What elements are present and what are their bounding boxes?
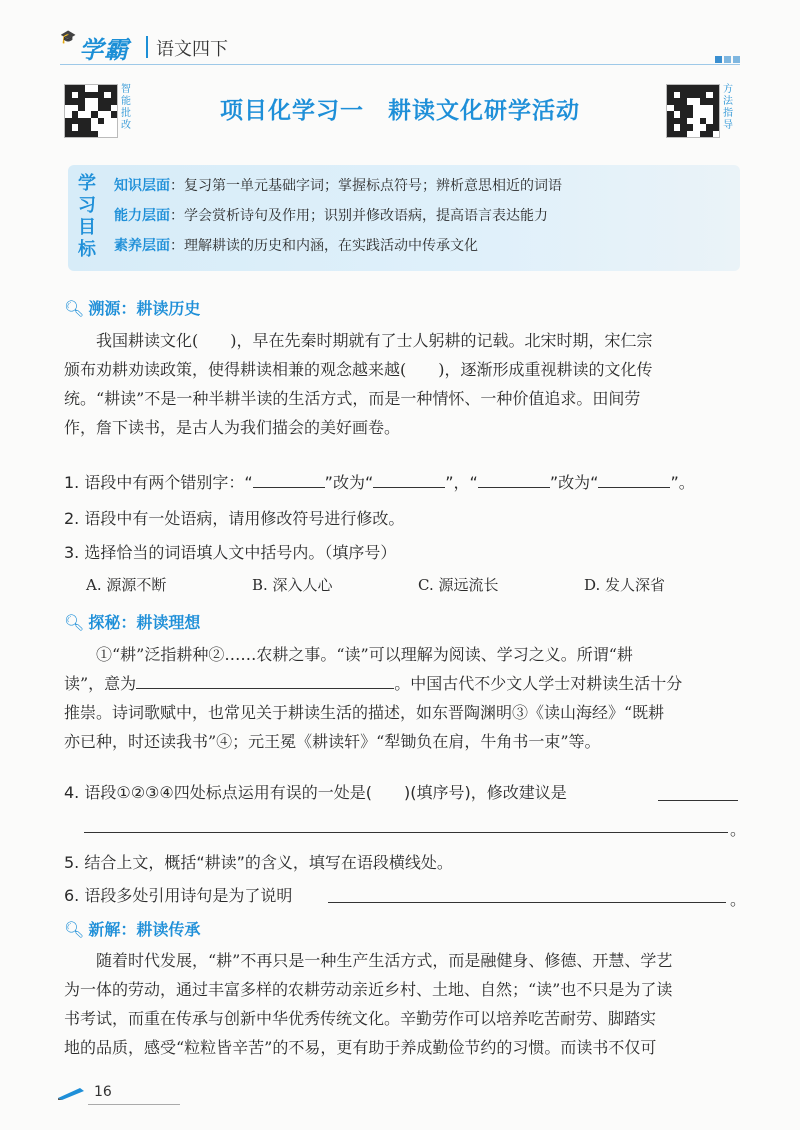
section-heading-ideal: 🔍︎ 探秘：耕读理想 — [64, 613, 201, 632]
passage-inheritance: 随着时代发展，“耕”不再只是一种生产生活方式，而是融健身、修德、开慧、学艺 为一体的劳动，通过丰富多样的农耕劳动亲近乡村、土地、自然；“读”也不只是为了读 书考试，而重在传承与创新中华优秀传统文化。辛勤劳作可以培养吃苦耐劳、脚踏实 地的品质，感受“粒粒皆辛苦”的不易，更有助于养成勤俭节约的习惯。而读书不仅可 — [64, 951, 673, 1057]
definition-blank[interactable] — [136, 672, 394, 689]
magnifier-icon: 🔍︎ — [64, 613, 85, 632]
graduation-cap-icon: 🎓 — [60, 30, 78, 45]
question-3: 3. 选择恰当的词语填人文中括号内。（填序号） — [64, 543, 397, 562]
option-d[interactable]: D. 发人深省 — [584, 576, 666, 594]
page-title: 项目化学习一 耕读文化研学活动 — [220, 98, 580, 124]
answer-line[interactable] — [658, 800, 738, 801]
qr-code-left[interactable] — [64, 84, 118, 138]
learning-goals-box — [68, 165, 740, 271]
answer-line[interactable] — [328, 902, 726, 903]
question-6: 6. 语段多处引用诗句是为了说明 — [64, 886, 293, 905]
qr-caption-left: 智能批改 — [121, 84, 131, 131]
period-mark: 。 — [730, 890, 747, 909]
page-header — [60, 30, 740, 64]
brand-name: 学霸 — [79, 36, 130, 64]
question-1: 1. 语段中有两个错别字：“ ”改为“ ”，“ ”改为“ ”。 — [64, 473, 695, 492]
header-divider — [146, 36, 148, 58]
section-heading-inheritance: 🔍︎ 新解：耕读传承 — [64, 920, 201, 939]
passage-history: 我国耕读文化( )，早在先秦时期就有了士人躬耕的记载。北宋时期，宋仁宗 颁布劝耕劝读政策，使得耕读相兼的观念越来越( )，逐渐形成重视耕读的文化传 统。“耕读”不是一种半耕半读的生活方式，而是一种情怀、一种价值追求。田间劳 作，詹下读书，是古人为我们描会的美好画卷。 — [64, 331, 653, 437]
option-a[interactable]: A. 源源不断 — [86, 576, 167, 594]
passage-ideal: ①“耕”泛指耕种②……农耕之事。“读”可以理解为阅读、学习之义。所谓“耕 读”，意为 。中国古代不少文人学士对耕读生活十分 推崇。诗词歌赋中，也常见关于耕读生活的描述，如东晋陶渊明③《读山海经》“既耕 亦已种，时还读我书”④；元王冕《耕读轩》“犁锄负在肩，牛角书一束”等。 — [64, 645, 683, 751]
goal-knowledge: 知识层面：复习第一单元基础字词；掌握标点符号；辨析意思相近的词语 — [114, 178, 562, 194]
magnifier-icon: 🔍︎ — [64, 920, 85, 939]
answer-blank[interactable] — [253, 471, 325, 488]
goal-ability: 能力层面：学会赏析诗句及作用；识别并修改语病，提高语言表达能力 — [114, 208, 548, 224]
magnifier-icon: 🔍︎ — [64, 299, 85, 318]
option-c[interactable]: C. 源远流长 — [418, 576, 499, 594]
section-heading-history: 🔍︎ 溯源：耕读历史 — [64, 299, 201, 318]
answer-line[interactable] — [84, 832, 728, 833]
goal-literacy: 素养层面：理解耕读的历史和内涵，在实践活动中传承文化 — [114, 238, 478, 254]
answer-blank[interactable] — [598, 471, 670, 488]
page-number: 16 — [94, 1084, 112, 1100]
question-4: 4. 语段①②③④四处标点运用有误的一处是( )(填序号)，修改建议是 — [64, 783, 567, 802]
answer-blank[interactable] — [373, 471, 445, 488]
footer-rule — [88, 1104, 180, 1105]
brand-logo — [60, 30, 129, 65]
period-mark: 。 — [730, 820, 747, 839]
answer-blank[interactable] — [478, 471, 550, 488]
pencil-icon — [58, 1088, 84, 1100]
header-rule — [60, 64, 740, 65]
qr-code-right[interactable] — [666, 84, 720, 138]
learning-goals-label: 学习目标 — [78, 173, 96, 260]
question-5: 5. 结合上文，概括“耕读”的含义，填写在语段横线处。 — [64, 853, 453, 872]
subject-label: 语文四下 — [156, 39, 228, 60]
qr-caption-right: 方法指导 — [723, 84, 733, 131]
question-2: 2. 语段中有一处语病，请用修改符号进行修改。 — [64, 509, 405, 528]
option-b[interactable]: B. 深入人心 — [252, 576, 333, 594]
